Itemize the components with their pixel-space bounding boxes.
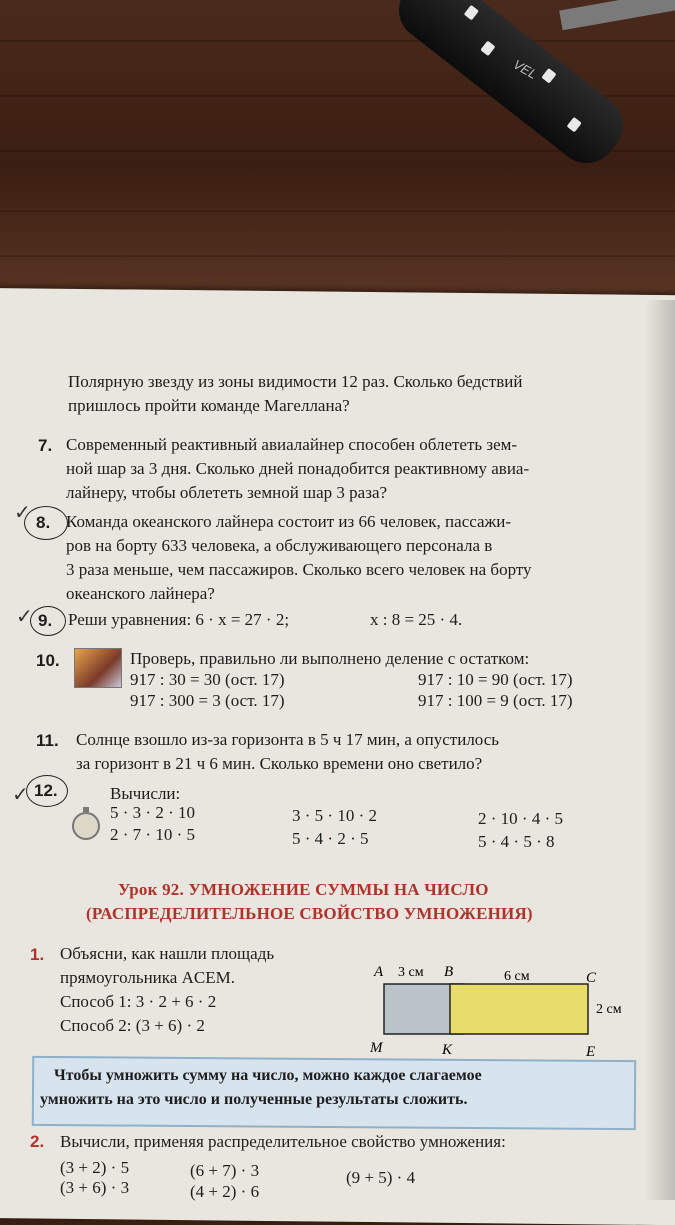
task-1-line-1: Объясни, как нашли площадь xyxy=(60,944,275,963)
problem-12-number: 12. xyxy=(34,781,58,800)
label-k: K xyxy=(442,1042,453,1058)
pen-label: VEL xyxy=(510,56,540,82)
problem-8-line-2: ров на борту 633 человека, а обслуживающего персонала в xyxy=(66,536,493,555)
problem-10-line-1: Проверь, правильно ли выполнено деление с остатком: xyxy=(130,649,530,668)
label-c: C xyxy=(586,970,597,986)
problem-9-number: 9. xyxy=(38,611,53,630)
task-2-expr-1-2: (6 + 7) · 3 xyxy=(190,1161,260,1180)
lesson-title-line-1: Урок 92. УМНОЖЕНИЕ СУММЫ НА ЧИСЛО xyxy=(118,880,489,899)
continuation-line-1: Полярную звезду из зоны видимости 12 раз. Сколько бедствий xyxy=(68,372,523,391)
problem-10-number: 10. xyxy=(36,651,60,670)
task-2-number: 2. xyxy=(30,1132,45,1151)
problem-7-line-3: лайнеру, чтобы облететь земной шар 3 раза? xyxy=(66,483,388,502)
expr-2-2: 5 · 4 · 2 · 5 xyxy=(292,829,369,848)
problem-11-line-2: за горизонт в 21 ч 6 мин. Сколько времени оно светило? xyxy=(76,754,483,773)
task-2-expr-2-2: (4 + 2) · 6 xyxy=(190,1182,260,1201)
rule-line-1: Чтобы умножить сумму на число, можно каждое слагаемое xyxy=(54,1067,482,1084)
task-2-expr-1-3: (9 + 5) · 4 xyxy=(346,1168,416,1187)
task-2-line: Вычисли, применяя распределительное свойство умножения: xyxy=(60,1132,506,1151)
problem-10-row-2-b: 917 : 100 = 9 (ост. 17) xyxy=(418,691,573,710)
task-1-line-4: Способ 2: (3 + 6) · 2 xyxy=(60,1016,205,1035)
expr-1-2: 2 · 7 · 10 · 5 xyxy=(110,825,195,844)
continuation-line-2: пришлось пройти команде Магеллана? xyxy=(68,396,350,415)
problem-10-row-1-b: 917 : 10 = 90 (ост. 17) xyxy=(418,670,573,689)
rule-line-2: умножить на это число и полученные результаты сложить. xyxy=(40,1091,468,1108)
task-1-line-2: прямоугольника ACEM. xyxy=(60,968,235,987)
task-2-expr-2-1: (3 + 6) · 3 xyxy=(60,1178,130,1197)
problem-10-row-2-a: 917 : 300 = 3 (ост. 17) xyxy=(130,691,285,710)
expr-2-1: 3 · 5 · 10 · 2 xyxy=(292,806,377,825)
expr-3-2: 5 · 4 · 5 · 8 xyxy=(478,832,555,851)
lesson-title-line-2: (РАСПРЕДЕЛИТЕЛЬНОЕ СВОЙСТВО УМНОЖЕНИЯ) xyxy=(86,904,533,923)
problem-9-text-2: x : 8 = 25 · 4. xyxy=(370,610,463,629)
problem-11-line-1: Солнце взошло из-за горизонта в 5 ч 17 мин, а опустилось xyxy=(76,730,500,749)
illustration-image xyxy=(74,648,122,688)
label-b: B xyxy=(444,964,454,980)
problem-8-number: 8. xyxy=(36,513,51,532)
task-2-expr-1-1: (3 + 2) · 5 xyxy=(60,1158,130,1177)
stopwatch-icon xyxy=(72,812,100,840)
rectangle-right-part xyxy=(450,984,588,1034)
problem-7-line-2: ной шар за 3 дня. Сколько дней понадобится реактивному авиа- xyxy=(66,459,530,478)
problem-10-row-1-a: 917 : 30 = 30 (ост. 17) xyxy=(130,670,285,689)
rectangle-figure xyxy=(366,960,636,1060)
check-mark-icon: ✓ xyxy=(16,604,33,628)
label-ab: 3 см xyxy=(398,965,424,980)
task-1-line-3: Способ 1: 3 · 2 + 6 · 2 xyxy=(60,992,217,1011)
label-a: A xyxy=(374,964,384,980)
expr-1-1: 5 · 3 · 2 · 10 xyxy=(110,803,195,822)
expr-3-1: 2 · 10 · 4 · 5 xyxy=(478,809,563,828)
label-ce: 2 см xyxy=(596,1002,622,1017)
problem-11-number: 11. xyxy=(36,731,59,750)
check-mark-icon: ✓ xyxy=(14,500,31,524)
check-mark-icon: ✓ xyxy=(12,782,29,806)
task-1-number: 1. xyxy=(30,945,45,964)
problem-8-line-4: океанского лайнера? xyxy=(66,584,215,603)
problem-9-text: Реши уравнения: 6 · x = 27 · 2; xyxy=(68,610,290,629)
label-bc: 6 см xyxy=(504,969,530,984)
label-e: E xyxy=(586,1044,596,1060)
problem-8-line-1: Команда океанского лайнера состоит из 66 человек, пассажи- xyxy=(66,512,512,531)
problem-12-line-1: Вычисли: xyxy=(110,784,181,803)
problem-8-line-3: 3 раза меньше, чем пассажиров. Сколько всего человек на борту xyxy=(66,560,532,579)
problem-7-line-1: Современный реактивный авиалайнер способен облететь зем- xyxy=(66,435,518,454)
label-m: M xyxy=(370,1040,383,1056)
problem-7-number: 7. xyxy=(38,436,53,455)
